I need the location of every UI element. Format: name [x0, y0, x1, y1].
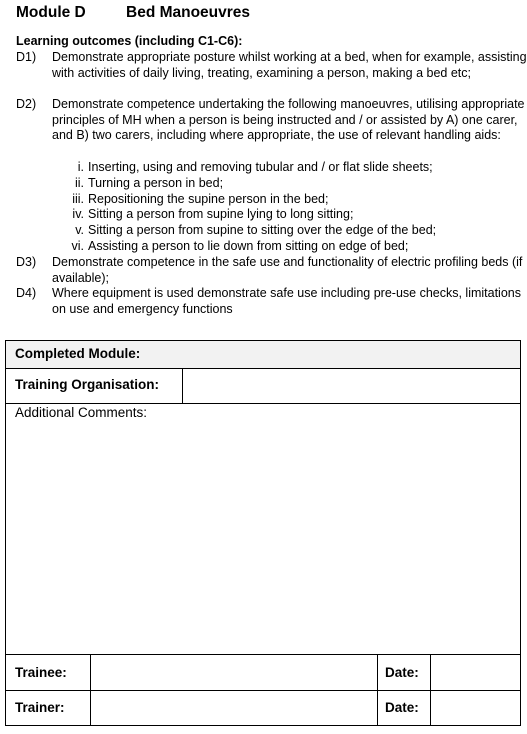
- outcome-text: Demonstrate competence undertaking the following manoeuvres, utilising appropriate principles of MH when a person is being instructed and / or assisted by A) one carer, and B) two carers, including where appropriate, the use of relevant handling aids:: [52, 97, 525, 142]
- module-code: Module D: [16, 4, 86, 21]
- outcomes-heading: Learning outcomes (including C1-C6):: [16, 34, 243, 48]
- comments-label: Additional Comments:: [15, 405, 148, 420]
- outcome-code: D3): [16, 255, 37, 269]
- outcome-code: D1): [16, 50, 37, 64]
- training-org-field[interactable]: [183, 369, 519, 402]
- divider: [6, 403, 520, 404]
- trainee-date-label: Date:: [385, 665, 419, 680]
- completed-module-label: Completed Module:: [15, 346, 141, 361]
- sub-item-text: Assisting a person to lie down from sitting on edge of bed;: [88, 239, 409, 253]
- outcome-code: D2): [16, 97, 37, 111]
- comments-field[interactable]: [7, 423, 519, 653]
- outcome-code: D4): [16, 286, 37, 300]
- trainee-field[interactable]: [91, 655, 376, 689]
- module-name: Bed Manoeuvres: [126, 4, 251, 21]
- module-title: [16, 4, 251, 22]
- outcome-text: Demonstrate competence in the safe use and functionality of electric profiling beds (if available);: [52, 255, 523, 285]
- training-org-label: Training Organisation:: [15, 377, 160, 392]
- trainer-date-field[interactable]: [431, 691, 519, 725]
- sub-item-text: Repositioning the supine person in the bed;: [88, 192, 329, 206]
- completion-form: [5, 340, 521, 726]
- sub-item-number: iii.: [72, 192, 84, 206]
- sub-item-number: vi.: [71, 239, 84, 253]
- trainee-label: Trainee:: [15, 665, 67, 680]
- sub-item-number: iv.: [72, 207, 84, 221]
- sub-item-text: Inserting, using and removing tubular and / or flat slide sheets;: [88, 160, 433, 174]
- sub-item-number: i.: [77, 160, 84, 174]
- trainer-date-label: Date:: [385, 700, 419, 715]
- trainer-field[interactable]: [91, 691, 376, 725]
- sub-item-text: Sitting a person from supine to sitting over the edge of the bed;: [88, 223, 437, 237]
- sub-item-text: Sitting a person from supine lying to long sitting;: [88, 207, 354, 221]
- sub-item-number: v.: [75, 223, 84, 237]
- outcome-text: Demonstrate appropriate posture whilst working at a bed, when for example, assisting with activities of daily living, treating, examining a person, making a bed etc;: [52, 50, 527, 80]
- outcome-text: Where equipment is used demonstrate safe use including pre-use checks, limitations on use and emergency functions: [52, 286, 521, 316]
- sub-item-number: ii.: [74, 176, 84, 190]
- trainee-date-field[interactable]: [431, 655, 519, 689]
- sub-item-text: Turning a person in bed;: [88, 176, 224, 190]
- trainer-label: Trainer:: [15, 700, 65, 715]
